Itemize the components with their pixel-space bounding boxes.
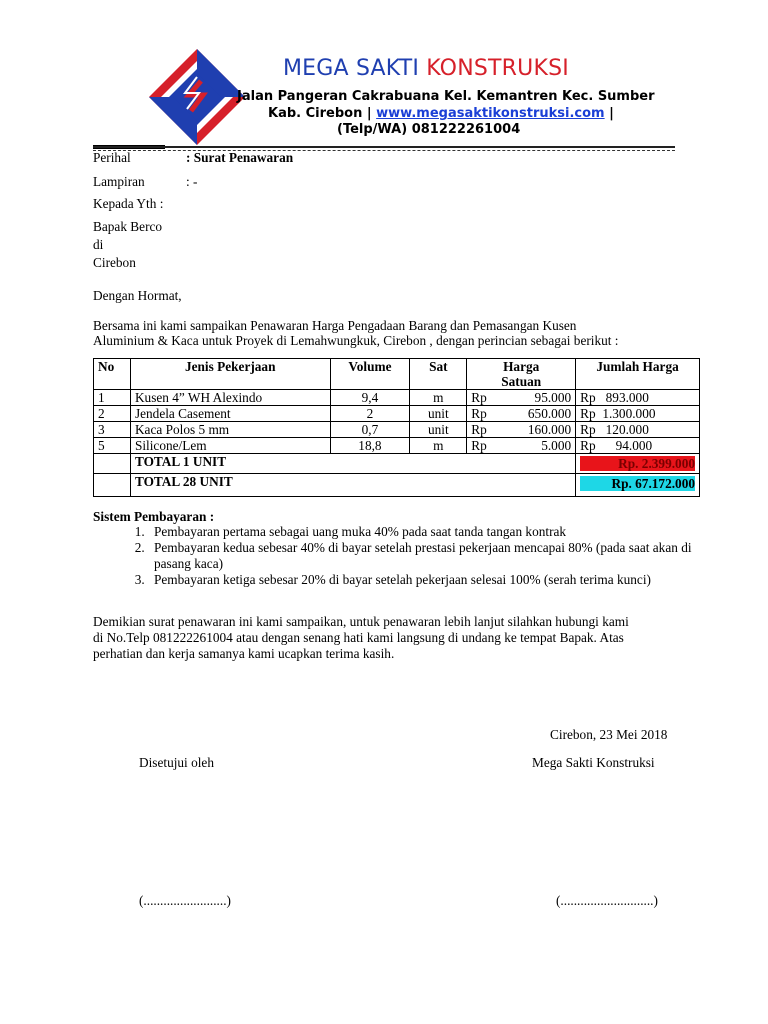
perihal-value: : Surat Penawaran xyxy=(186,150,294,165)
row-jumlah-currency: Rp xyxy=(580,390,596,405)
total-28-label: TOTAL 28 UNIT xyxy=(130,474,575,497)
header-harga-line2: Satuan xyxy=(501,374,542,389)
phone-line: (Telp/WA) 081222261004 xyxy=(337,122,521,137)
row-jenis: Jendela Casement xyxy=(130,406,330,422)
table-row xyxy=(94,390,700,406)
row-harga-currency: Rp xyxy=(471,422,487,437)
recipient-di: di xyxy=(93,237,104,252)
closing-line1: Demikian surat penawaran ini kami sampaikan, untuk penawaran lebih lanjut silahkan hubungi kami xyxy=(93,614,629,629)
total-1-row xyxy=(94,454,700,474)
header-harga-line1: Harga xyxy=(503,359,540,374)
row-sat: m xyxy=(410,438,467,454)
row-jumlah-value: 1.300.000 xyxy=(602,406,656,421)
row-volume: 18,8 xyxy=(330,438,410,454)
list-item: 1. Pembayaran pertama sebagai uang muka 40% pada saat tanda tangan kontrak xyxy=(148,524,708,540)
total-28-empty xyxy=(94,474,131,497)
header-sat: Sat xyxy=(410,359,467,390)
row-no: 2 xyxy=(94,406,131,422)
row-sat: unit xyxy=(410,422,467,438)
row-jumlah-value: 94.000 xyxy=(615,438,653,453)
left-signature-blank: (.........................) xyxy=(139,893,231,908)
row-jumlah xyxy=(576,406,700,422)
row-harga xyxy=(467,406,576,422)
header-harga xyxy=(467,359,576,390)
header-rule-dashed xyxy=(93,150,675,151)
address-line2 xyxy=(268,106,614,121)
row-no: 1 xyxy=(94,390,131,406)
approved-by-label: Disetujui oleh xyxy=(139,755,214,770)
greeting: Dengan Hormat, xyxy=(93,288,182,303)
header-jenis: Jenis Pekerjaan xyxy=(130,359,330,390)
right-signature-blank: (............................) xyxy=(556,893,658,908)
address-separator: | xyxy=(609,106,614,121)
header-jumlah: Jumlah Harga xyxy=(576,359,700,390)
row-sat: m xyxy=(410,390,467,406)
row-harga xyxy=(467,422,576,438)
row-jumlah-currency: Rp xyxy=(580,422,596,437)
total-28-cell xyxy=(576,474,700,497)
row-harga-value: 650.000 xyxy=(527,406,572,421)
total-28-row xyxy=(94,474,700,497)
kepada-label: Kepada Yth : xyxy=(93,196,164,211)
row-jumlah-value: 893.000 xyxy=(605,390,649,405)
address-city: Kab. Cirebon | xyxy=(268,106,372,121)
row-harga-currency: Rp xyxy=(471,390,487,405)
intro-line1: Bersama ini kami sampaikan Penawaran Harga Pengadaan Barang dan Pemasangan Kusen xyxy=(93,318,577,333)
table-header-row xyxy=(94,359,700,390)
total-28-value: Rp. 67.172.000 xyxy=(580,476,695,491)
header-no: No xyxy=(94,359,131,390)
row-harga-value: 95.000 xyxy=(534,390,572,405)
table-row xyxy=(94,422,700,438)
place-date: Cirebon, 23 Mei 2018 xyxy=(550,727,668,742)
lampiran-label: Lampiran xyxy=(93,174,145,189)
row-jumlah xyxy=(576,438,700,454)
row-harga-value: 160.000 xyxy=(527,422,572,437)
row-harga-currency: Rp xyxy=(471,406,487,421)
header-rule xyxy=(93,146,675,148)
header-volume: Volume xyxy=(330,359,410,390)
total-1-value: Rp. 2.399.000 xyxy=(580,456,695,471)
row-jenis: Kaca Polos 5 mm xyxy=(130,422,330,438)
row-jenis: Kusen 4” WH Alexindo xyxy=(130,390,330,406)
list-item: 2. Pembayaran kedua sebesar 40% di bayar setelah prestasi pekerjaan mencapai 80% (pada saat akan di pasang kaca) xyxy=(148,540,708,572)
closing-line2: di No.Telp 081222261004 atau dengan senang hati kami langsung di undang ke tempat Bapak. Atas xyxy=(93,630,624,645)
table-row xyxy=(94,406,700,422)
recipient-city: Cirebon xyxy=(93,255,136,270)
row-jumlah xyxy=(576,390,700,406)
row-harga xyxy=(467,390,576,406)
website-link[interactable]: www.megasaktikonstruksi.com xyxy=(376,106,605,121)
row-harga xyxy=(467,438,576,454)
row-volume: 2 xyxy=(330,406,410,422)
perihal-label: Perihal xyxy=(93,150,131,165)
row-volume: 9,4 xyxy=(330,390,410,406)
row-harga-currency: Rp xyxy=(471,438,487,453)
price-table xyxy=(93,358,700,497)
row-jumlah-currency: Rp xyxy=(580,438,596,453)
intro-line2: Aluminium & Kaca untuk Proyek di Lemahwungkuk, Cirebon , dengan perincian sebagai berikut : xyxy=(93,333,619,348)
company-name xyxy=(283,56,569,81)
company-name-part1: MEGA SAKTI xyxy=(283,56,420,81)
payment-title: Sistem Pembayaran : xyxy=(93,509,215,524)
table-row xyxy=(94,438,700,454)
total-1-cell xyxy=(576,454,700,474)
row-jenis: Silicone/Lem xyxy=(130,438,330,454)
closing-line3: perhatian dan kerja samanya kami ucapkan terima kasih. xyxy=(93,646,395,661)
lampiran-value: : - xyxy=(186,174,198,189)
row-harga-value: 5.000 xyxy=(541,438,572,453)
row-volume: 0,7 xyxy=(330,422,410,438)
total-1-empty xyxy=(94,454,131,474)
row-no: 5 xyxy=(94,438,131,454)
row-sat: unit xyxy=(410,406,467,422)
recipient-name: Bapak Berco xyxy=(93,219,163,234)
row-jumlah-currency: Rp xyxy=(580,406,596,421)
company-name-part2: KONSTRUKSI xyxy=(426,56,569,81)
row-jumlah xyxy=(576,422,700,438)
company-signatory: Mega Sakti Konstruksi xyxy=(532,755,655,770)
row-jumlah-value: 120.000 xyxy=(605,422,649,437)
address-line1: Jalan Pangeran Cakrabuana Kel. Kemantren Kec. Sumber xyxy=(237,89,655,104)
payment-list xyxy=(93,524,708,588)
list-item: 3. Pembayaran ketiga sebesar 20% di bayar setelah pekerjaan selesai 100% (serah terima kunci) xyxy=(148,572,708,588)
total-1-label: TOTAL 1 UNIT xyxy=(130,454,575,474)
company-logo xyxy=(147,47,247,147)
row-no: 3 xyxy=(94,422,131,438)
